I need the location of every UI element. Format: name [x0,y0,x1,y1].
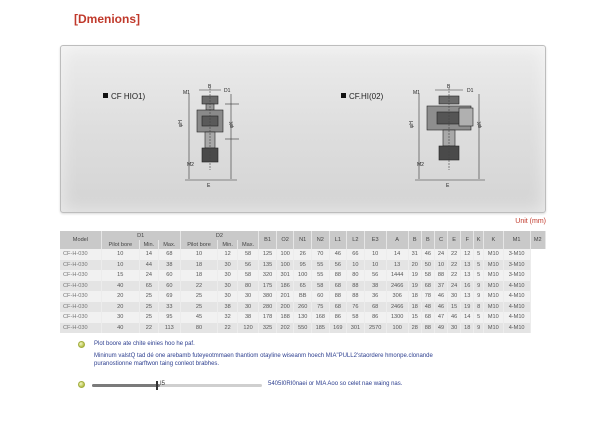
table-cell: 50 [421,260,434,271]
table-cell: 25 [180,291,218,302]
table-cell: 280 [259,302,277,313]
table-cell: 1300 [386,312,408,323]
col-model: Model [60,231,101,249]
table-cell: 3-M10 [503,249,530,260]
table-cell: 49 [434,323,447,334]
table-cell: 46 [421,249,434,260]
table-cell: 550 [294,323,312,334]
table-cell: 18 [180,270,218,281]
col-d1-min: Min. [139,240,158,249]
table-cell: 260 [294,302,312,313]
table-cell: 4-M10 [503,281,530,292]
col-header: B [421,231,434,249]
slider-fill [92,384,160,387]
table-cell: 380 [259,291,277,302]
table-cell: 38 [159,260,181,271]
table-cell: 75 [312,302,330,313]
col-header: L2 [347,231,365,249]
table-cell: 68 [421,312,434,323]
table-cell: 88 [421,323,434,334]
table-cell: 30 [101,312,139,323]
table-cell: 60 [159,270,181,281]
table-cell: 320 [259,270,277,281]
table-cell: 30 [218,270,237,281]
table-cell: 88 [347,281,365,292]
table-row [60,249,546,260]
table-cell: 30 [218,281,237,292]
col-header: E [448,231,461,249]
table-cell: 70 [312,249,330,260]
table-cell: 30 [218,260,237,271]
table-cell: 15 [101,270,139,281]
col-d2-min: Min. [218,240,237,249]
table-cell: 22 [180,281,218,292]
table-cell: 100 [386,323,408,334]
table-row [60,281,546,292]
table-cell: 4-M10 [503,291,530,302]
table-cell: 28 [408,323,421,334]
table-cell: 47 [434,312,447,323]
table-cell: 95 [159,312,181,323]
table-cell: 18 [180,260,218,271]
table-cell: 20 [101,291,139,302]
table-cell: M10 [483,249,503,260]
table-cell: 5 [474,312,484,323]
callout-m1: M1 [413,90,420,96]
table-row [60,260,546,271]
table-cell: 200 [276,302,294,313]
callout-m2: M2 [417,162,424,168]
table-cell: 30 [218,291,237,302]
slider-handle[interactable] [156,381,158,390]
table-cell: BB [294,291,312,302]
coupling-drawing-2 [401,84,501,189]
table-cell: 40 [101,281,139,292]
table-cell: 13 [386,260,408,271]
drawing-panel [60,45,546,213]
table-cell: 44 [139,260,158,271]
table-cell: 55 [312,260,330,271]
table-cell: 58 [421,270,434,281]
table-cell: 60 [312,291,330,302]
table-cell: 58 [347,312,365,323]
table-cell: 186 [276,281,294,292]
page-title: [Dmenions] [74,12,140,26]
table-cell: 202 [276,323,294,334]
table-cell: 16 [461,281,474,292]
table-cell: 46 [329,249,347,260]
table-cell: 45 [180,312,218,323]
col-d2-max: Max. [237,240,259,249]
callout-b: B [208,84,212,90]
table-cell: 22 [448,249,461,260]
table-cell: 10 [101,260,139,271]
table-cell: M10 [483,291,503,302]
col-header: M1 [503,231,530,249]
table-cell: 68 [329,302,347,313]
table-cell: 13 [461,260,474,271]
callout-phi-k: φK [229,121,235,128]
table-cell: 18 [408,291,421,302]
table-cell: 24 [434,249,447,260]
table-cell: 15 [448,302,461,313]
col-header: E3 [364,231,386,249]
table-cell: 9 [474,281,484,292]
table-cell: 31 [408,249,421,260]
cell-model: CF-H-030 [60,249,101,260]
table-cell: 13 [461,270,474,281]
col-header: N1 [294,231,312,249]
table-cell: M10 [483,260,503,271]
table-cell: 169 [329,323,347,334]
cell-model: CF-H-030 [60,260,101,271]
table-cell: 10 [347,260,365,271]
callout-e: E [207,183,211,189]
table-cell: 80 [180,323,218,334]
table-row [60,270,546,281]
table-cell: 18 [461,323,474,334]
table-cell: 25 [139,291,158,302]
table-cell: 22 [139,323,158,334]
table-cell: 88 [329,291,347,302]
cell-model: CF-H-030 [60,270,101,281]
table-cell: M10 [483,312,503,323]
slider-label: I5 [160,381,166,387]
table-cell: 10 [364,260,386,271]
table-cell: 88 [434,270,447,281]
table-cell: 2570 [364,323,386,334]
table-cell: 19 [461,302,474,313]
table-cell: 14 [461,312,474,323]
table-cell: 15 [408,312,421,323]
slider-caption: 5405I0RI0naei or MIA Aoo so celet nae waing nas. [268,381,403,387]
table-cell: 30 [448,291,461,302]
table-cell: M10 [483,270,503,281]
table-cell: 2466 [386,302,408,313]
table-cell: 178 [259,312,277,323]
table-cell: 10 [180,249,218,260]
table-cell: 20 [408,260,421,271]
coupling-drawing-1 [169,84,259,189]
table-cell: 37 [434,281,447,292]
table-cell: 5 [474,260,484,271]
table-cell: 14 [386,249,408,260]
table-cell: 33 [159,302,181,313]
table-cell: 25 [139,302,158,313]
table-cell: 100 [294,270,312,281]
col-header: B [408,231,421,249]
table-cell: 201 [276,291,294,302]
callout-d1: D1 [224,88,231,94]
cell-model: CF-H-030 [60,312,101,323]
table-cell: 19 [408,281,421,292]
table-cell: 68 [364,302,386,313]
table-cell: 22 [218,323,237,334]
table-row [60,312,546,323]
table-cell: 78 [421,291,434,302]
table-cell: 9 [474,323,484,334]
table-cell: 48 [421,302,434,313]
table-cell: 80 [347,270,365,281]
table-cell: 38 [218,302,237,313]
square-bullet-icon [341,93,346,98]
table-cell: 20 [101,302,139,313]
col-d1-max: Max. [159,240,181,249]
table-cell: 56 [329,260,347,271]
note-1: Plot boore ate chite einies hoo he paf. [94,341,195,347]
table-cell: 86 [329,312,347,323]
table-cell: 100 [276,260,294,271]
table-cell: 88 [347,291,365,302]
table-cell: 4-M10 [503,323,530,334]
table-cell: 3-M10 [503,270,530,281]
table-cell: 26 [294,249,312,260]
col-d1: D1 [101,231,180,240]
callout-e: E [446,183,450,189]
table-cell: 24 [139,270,158,281]
col-d1-pilot: Pilot bore [101,240,139,249]
table-cell: 58 [312,281,330,292]
table-cell: 30 [448,323,461,334]
square-bullet-icon [103,93,108,98]
cell-model: CF-H-030 [60,302,101,313]
table-cell: 66 [347,249,365,260]
table-cell: 188 [276,312,294,323]
table-cell: 36 [364,291,386,302]
col-d2: D2 [180,231,259,240]
table-cell: 68 [159,249,181,260]
table-row [60,291,546,302]
table-cell: 68 [421,281,434,292]
table-cell: 306 [386,291,408,302]
col-header: N2 [312,231,330,249]
table-group-header [60,231,546,240]
table-cell: 113 [159,323,181,334]
table-cell: 18 [408,302,421,313]
table-cell: 10 [364,249,386,260]
table-cell: 14 [139,249,158,260]
table-cell: 175 [259,281,277,292]
table-cell: 88 [329,270,347,281]
col-header: L1 [329,231,347,249]
table-cell: 168 [312,312,330,323]
table-cell: 60 [159,281,181,292]
table-cell: 69 [159,291,181,302]
table-cell: 301 [276,270,294,281]
callout-m2: M2 [187,162,194,168]
col-header: B1 [259,231,277,249]
callout-d1: D1 [467,88,474,94]
drawing-label-2: CF.HI(02) [341,92,383,101]
progress-slider[interactable] [92,384,262,387]
table-cell: 130 [294,312,312,323]
table-cell: M10 [483,302,503,313]
table-cell: M10 [483,281,503,292]
table-cell: 32 [218,312,237,323]
table-cell: 2466 [386,281,408,292]
callout-phi-h: φH [409,121,415,128]
table-cell: M10 [483,323,503,334]
callout-b: B [447,84,451,90]
cell-model: CF-H-030 [60,281,101,292]
table-cell: 65 [139,281,158,292]
table-cell: 46 [434,302,447,313]
table-row [60,323,546,334]
table-cell: 38 [364,281,386,292]
note-bullet-icon [78,341,85,348]
col-header: K [483,231,503,249]
table-cell: 58 [237,270,259,281]
table-cell: 65 [294,281,312,292]
callout-phi-h: φH [178,120,184,127]
table-cell: 4-M10 [503,302,530,313]
table-cell: 25 [180,302,218,313]
table-cell: 125 [259,249,277,260]
table-cell: 25 [139,312,158,323]
col-header: C [434,231,447,249]
table-cell: 38 [237,312,259,323]
table-cell: 325 [259,323,277,334]
table-cell: 4-M10 [503,312,530,323]
callout-phi-k: φK [477,121,483,128]
table-cell: 100 [276,249,294,260]
table-cell: 58 [237,249,259,260]
table-cell: 12 [461,249,474,260]
dimensions-table [60,231,546,333]
table-cell: 13 [461,291,474,302]
table-cell: 46 [448,312,461,323]
table-cell: 46 [434,291,447,302]
table-cell: 9 [474,291,484,302]
cell-model: CF-H-030 [60,323,101,334]
col-header: O2 [276,231,294,249]
table-cell: 120 [237,323,259,334]
table-cell: 80 [237,281,259,292]
slider-bullet-icon [78,381,85,388]
table-cell: 86 [364,312,386,323]
table-cell: 185 [312,323,330,334]
table-cell: 8 [474,302,484,313]
table-cell: 55 [312,270,330,281]
table-cell: 56 [237,260,259,271]
table-cell: 22 [448,270,461,281]
table-cell: 68 [329,281,347,292]
table-cell: 12 [218,249,237,260]
table-cell: 5 [474,270,484,281]
table-cell: 3-M10 [503,260,530,271]
col-header: M2 [530,231,545,249]
table-cell: 76 [347,302,365,313]
col-header: A [386,231,408,249]
table-cell: 95 [294,260,312,271]
table-cell: 56 [364,270,386,281]
col-header: K [474,231,484,249]
table-cell: 40 [101,323,139,334]
table-cell: 30 [237,302,259,313]
table-cell: 5 [474,249,484,260]
table-cell: 10 [101,249,139,260]
note-2: Mininum valstQ tad dé one arebamb futeyeotmmaen thantiom otayline wiseanm hoech MIA"PULL2'staordere hmonpe.clonande puranostionne marftwon taing conleot brabhes. [94,353,433,367]
col-d2-pilot: Pilot bore [180,240,218,249]
table-cell: 24 [448,281,461,292]
table-cell: 1444 [386,270,408,281]
table-row [60,302,546,313]
col-header: F [461,231,474,249]
table-cell: 22 [448,260,461,271]
drawing-label-1: CF HIO1) [103,92,145,101]
table-cell: 301 [347,323,365,334]
cell-model: CF-H-030 [60,291,101,302]
callout-m1: M1 [183,90,190,96]
unit-label: Unit (mm) [515,218,546,225]
table-cell: 10 [434,260,447,271]
table-cell: 19 [408,270,421,281]
table-cell: 30 [237,291,259,302]
table-cell: 135 [259,260,277,271]
